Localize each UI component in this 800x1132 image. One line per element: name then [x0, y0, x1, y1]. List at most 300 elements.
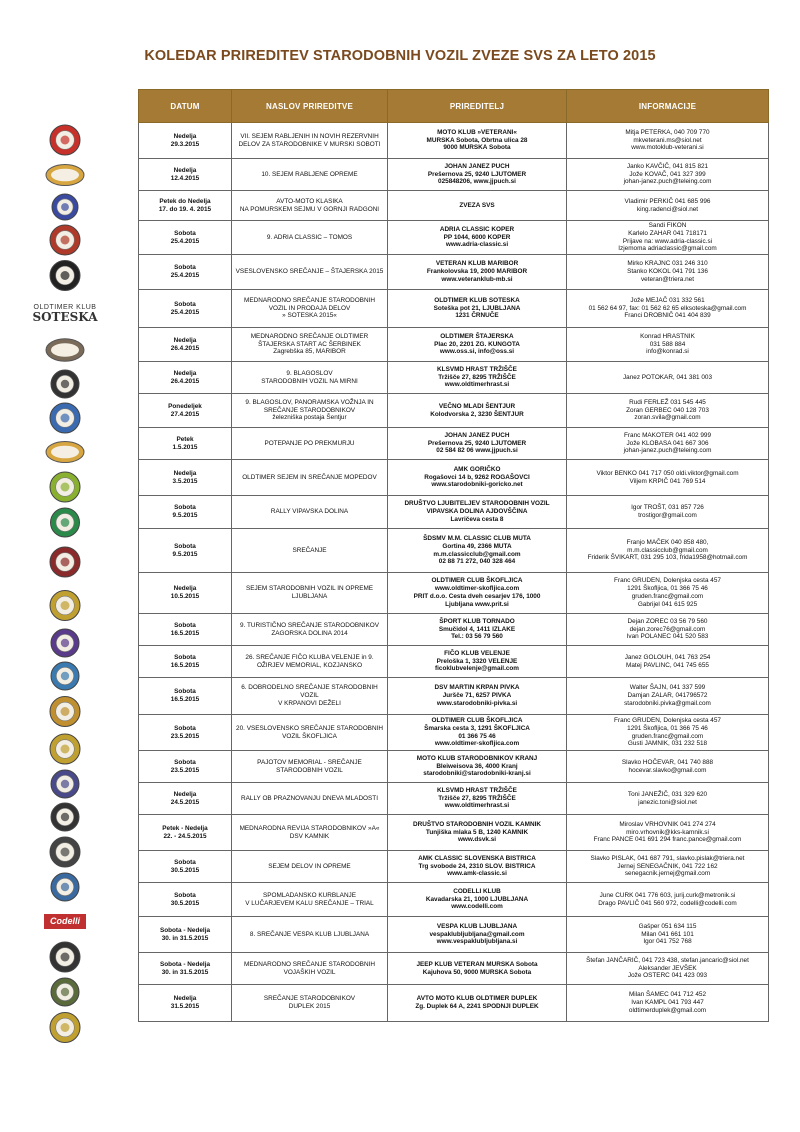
adria-classic-logo-icon [30, 223, 100, 257]
info-cell-line: Franc MAKOTER 041 402 999 [623, 431, 712, 439]
info-cell-line: Konrad HRASTNIK [640, 332, 695, 340]
info-cell-line: Friderik ŠVIKART, 031 295 103, frida1958@hotmail.com [587, 554, 748, 562]
mm-classic-club-muta-logo-icon [30, 540, 100, 584]
info-cell [567, 221, 769, 255]
klsvmd-hrast-logo-icon [30, 801, 100, 833]
info-cell-line: zoran.svila@gmail.com [634, 414, 701, 422]
event-date-cell [139, 362, 232, 394]
event-date-cell [139, 123, 232, 159]
event-date-cell-line: 9.5.2015 [172, 550, 198, 558]
event-title-cell-line: STARODOBNIH VOZIL [276, 766, 343, 774]
event-title-cell-line: VOZIL [300, 692, 319, 700]
event-title-cell-line: SREČANJE STARODOBNIKOV [263, 995, 356, 1003]
amk-classic-bistrica-logo-icon-emblem [45, 872, 85, 902]
organizer-cell-line: AMK GORIČKO [453, 465, 501, 473]
info-cell [567, 783, 769, 815]
event-date-cell-line: Petek - Nedelja [162, 824, 208, 832]
organizer-cell-line: www.adria-classic.si [445, 241, 509, 249]
table-row [139, 751, 769, 783]
johan-janez-puch-logo-icon-emblem [45, 160, 85, 190]
organizer-cell [388, 614, 567, 646]
organizer-cell-line: www.starodobniki-pivka.si [436, 699, 518, 707]
organizer-cell-line: ZVEZA SVS [459, 201, 495, 209]
organizer-cell-line: www.starodobniki-goricko.net [431, 481, 523, 489]
event-date-cell-line: Sobota [174, 891, 196, 899]
event-title-cell [232, 883, 388, 917]
info-cell-line: Stanko KOKOL 041 791 136 [627, 268, 708, 276]
vespa-klub-ljubljana-logo-icon [30, 939, 100, 975]
fico-klub-velenje-logo-icon [30, 660, 100, 692]
info-cell-line: trostigor@gmail.com [638, 512, 697, 519]
event-title-cell-line: MEDNARODNO SREČANJE OLDTIMER [250, 332, 369, 340]
table-row [139, 159, 769, 191]
event-date-cell-line: 30.5.2015 [170, 899, 200, 907]
organizer-cell-line: Bleiweisova 36, 4000 Kranj [436, 762, 518, 770]
event-date-cell-line: Sobota [174, 621, 196, 629]
event-title-cell-line: MEDNARODNO SREČANJE STARODOBNIH [244, 296, 375, 304]
header-event: NASLOV PRIREDITVE [232, 90, 388, 123]
table-row [139, 985, 769, 1022]
info-cell-line: johan-janez.puch@teleing.com [623, 178, 712, 186]
event-title-cell-line: SEJEM DELOV IN OPREME [268, 862, 351, 870]
event-date-cell-line: 16.5.2015 [170, 629, 200, 637]
organizer-cell-line: VIPAVSKA DOLINA AJDOVŠČINA [426, 508, 528, 516]
event-date-cell-line: Sobota [174, 264, 196, 272]
event-date-cell [139, 573, 232, 614]
oldtimer-stajerska-logo-icon-emblem [45, 334, 85, 366]
event-title-cell-line: VOZIL IN PRODAJA DELOV [268, 304, 351, 312]
codelli-klub-logo-icon [30, 904, 100, 938]
vipavska-dolina-logo-icon-emblem [45, 507, 85, 538]
organizer-cell-line: OLDTIMER ŠTAJERSKA [440, 332, 514, 340]
oldtimer-club-skofljica-logo-icon-emblem [45, 586, 85, 625]
oldtimer-club-skofljica-logo-icon [30, 731, 100, 767]
info-cell [567, 678, 769, 715]
info-cell-line: Jože MEJAČ 031 332 561 [630, 296, 705, 304]
event-date-cell-line: 16.5.2015 [170, 661, 200, 669]
table-row [139, 573, 769, 614]
info-cell [567, 573, 769, 614]
event-date-cell [139, 678, 232, 715]
table-row [139, 851, 769, 883]
event-title-cell-line: 10. SEJEM RABLJENE OPREME [261, 170, 358, 178]
event-date-cell-line: 30. in 31.5.2015 [161, 934, 209, 942]
table-row [139, 715, 769, 751]
info-cell-line: king.radenci@siol.net [636, 205, 699, 213]
event-title-cell-line: SEJEM STARODOBNIH VOZIL IN OPREME [245, 585, 374, 593]
dsv-kamnik-logo-icon-emblem [45, 835, 85, 869]
info-cell-line: veteran@triera.net [640, 275, 695, 283]
page-title: KOLEDAR PRIREDITEV STARODOBNIH VOZIL ZVEZE SVS ZA LETO 2015 [144, 48, 656, 64]
event-title-cell-line: DELOV ZA STARODOBNIKE V MURSKI SOBOTI [238, 140, 381, 148]
event-title-cell-line: VII. SEJEM RABLJENIH IN NOVIH REZERVNIH [240, 132, 379, 140]
organizer-cell [388, 715, 567, 751]
info-cell-line: Gusti JAMNIK, 031 232 518 [627, 740, 708, 748]
adria-classic-logo-icon-emblem [45, 224, 85, 256]
info-cell-line: Jože KLOBASA 041 667 306 [626, 439, 709, 447]
event-date-cell [139, 255, 232, 290]
event-title-cell-line: 26. SREČANJE FIČO KLUBA VELENJE in 9. [245, 653, 374, 661]
info-cell [567, 851, 769, 883]
organizer-cell-line: JOHAN JANEZ PUCH [444, 162, 510, 170]
info-cell-line: Dejan ZOREC 03 56 79 560 [627, 617, 708, 625]
info-cell-line: Zoran GERBEC 040 128 703 [626, 406, 709, 414]
event-date-cell-line: Sobota [174, 724, 196, 732]
info-cell-line: Milan 041 661 101 [641, 930, 694, 938]
vipavska-dolina-logo-icon [30, 506, 100, 539]
event-date-cell-line: Petek do Nedelja [159, 197, 211, 205]
organizer-cell-line: Juršče 71, 6257 PIVKA [442, 692, 512, 700]
organizer-cell-line: 01 366 75 46 [458, 732, 496, 740]
moto-klub-kranj-logo-icon [30, 768, 100, 800]
info-cell-line: Damjan ZALAR, 041796572 [627, 692, 708, 700]
organizer-cell-line: Zg. Duplek 64 A, 2241 SPODNJI DUPLEK [415, 1003, 539, 1010]
info-cell-line: hocevar.slavko@gmail.com [628, 766, 707, 774]
info-cell-line: m.m.classicclub@gmail.com [627, 546, 708, 554]
event-date-cell [139, 917, 232, 953]
info-cell-line: Ivan POLANEC 041 520 583 [626, 633, 709, 641]
event-date-cell-line: Sobota [174, 229, 196, 237]
organizer-cell-line: OLDTIMER CLUB ŠKOFLJICA [431, 577, 523, 585]
event-title-cell-line: 9. BLAGOSLOV [286, 369, 333, 377]
info-cell [567, 255, 769, 290]
event-date-cell-line: 26.4.2015 [170, 344, 200, 352]
amk-goricko-logo-icon [30, 469, 100, 505]
event-title-cell [232, 460, 388, 496]
organizer-cell-line: OLDTIMER CLUB ŠKOFLJICA [431, 716, 523, 724]
event-title-cell [232, 985, 388, 1022]
organizer-cell [388, 573, 567, 614]
info-cell-line: Viktor BENKO 041 717 050 oldi.viktor@gmail.com [596, 469, 739, 477]
organizer-cell-line: MOTO KLUB »VETERANI« [437, 128, 517, 136]
organizer-cell-line: MOTO KLUB STARODOBNIKOV KRANJ [416, 754, 538, 762]
info-cell [567, 362, 769, 394]
info-cell-line: oldtimerduplek@gmail.com [628, 1006, 707, 1014]
info-cell [567, 394, 769, 428]
event-date-cell-line: 25.4.2015 [170, 308, 200, 316]
event-title-cell-line: Zagrebška 85, MARIBOR [273, 348, 346, 356]
jeep-klub-veteran-logo-icon [30, 976, 100, 1008]
info-cell-line: 031 588 884 [649, 340, 686, 348]
organizer-cell-line: Kolodvorska 2, 3230 ŠENTJUR [430, 410, 524, 418]
organizer-cell [388, 290, 567, 328]
organizer-cell-line: 9000 MURSKA Sobota [443, 144, 511, 152]
organizer-cell [388, 751, 567, 783]
info-cell-line: Matej PAVLINC, 041 745 655 [626, 661, 709, 669]
info-cell [567, 614, 769, 646]
fico-klub-velenje-logo-icon-emblem [45, 661, 85, 691]
info-cell-line: Drago PAVLIČ 041 560 972, codelli@codelli.com [598, 899, 737, 907]
info-cell [567, 715, 769, 751]
info-cell-line: Slavko PISLAK, 041 687 791, slavko.pislak@triera.net [590, 854, 745, 862]
table-header-row [139, 90, 769, 123]
klsvmd-hrast-logo-icon [30, 368, 100, 400]
organizer-cell-line: DRUŠTVO LJUBITELJEV STARODOBNIH VOZIL [404, 500, 550, 508]
info-cell-line: 1291 Škofljica, 01 366 75 46 [627, 724, 708, 732]
organizer-cell-line: KLSVMD HRAST TRŽIŠČE [437, 365, 517, 373]
sport-klub-tornado-logo-icon [30, 627, 100, 659]
event-date-cell-line: 17. do 19. 4. 2015 [158, 205, 212, 213]
event-title-cell-line: DSV KAMNIK [289, 832, 330, 840]
organizer-cell-line: 02 88 71 272, 040 328 464 [438, 558, 516, 566]
organizer-cell-line: ficoklubvelenje@gmail.com [434, 665, 519, 673]
event-date-cell-line: 12.4.2015 [170, 174, 200, 182]
event-title-cell-line: 9. TURISTIČNO SREČANJE STARODOBNIKOV [240, 621, 379, 629]
organizer-cell [388, 678, 567, 715]
vespa-klub-ljubljana-logo-icon-emblem [45, 940, 85, 974]
organizer-cell-line: MURSKA Sobota, Obrtna ulica 28 [426, 136, 528, 144]
info-cell [567, 529, 769, 573]
header-organizer: PRIREDITELJ [388, 90, 567, 123]
table-row [139, 428, 769, 460]
organizer-cell-line: ŠPORT KLUB TORNADO [439, 617, 515, 625]
event-title-cell [232, 159, 388, 191]
event-date-cell-line: 22. - 24.5.2015 [163, 832, 207, 840]
organizer-cell-line: 025848206, www.jjpuch.si [438, 178, 516, 186]
event-title-cell [232, 394, 388, 428]
organizer-cell-line: CODELLI KLUB [453, 887, 501, 895]
organizer-cell-line: www.oldtimer-skofljica.com [434, 740, 520, 748]
event-title-cell-line: MEDNARODNA REVIJA STARODOBNIKOV »A« [239, 824, 380, 832]
table-row [139, 678, 769, 715]
organizer-cell-line: DSV MARTIN KRPAN PIVKA [434, 684, 520, 692]
johan-janez-puch-logo-icon [30, 436, 100, 468]
info-cell-line: dejan.zorec76@gmail.com [629, 625, 706, 633]
event-date-cell-line: 27.4.2015 [170, 410, 200, 418]
event-date-cell-line: Sobota [174, 758, 196, 766]
moto-klub-veterani-logo-icon-emblem [45, 123, 85, 157]
organizer-cell-line: www.oldtimerhrast.si [444, 381, 510, 389]
event-date-cell [139, 815, 232, 851]
info-cell-line: starodobniki.pivka@gmail.com [624, 699, 711, 707]
table-row [139, 496, 769, 529]
event-title-cell-line: RALLY VIPAVSKA DOLINA [270, 508, 349, 516]
event-date-cell-line: 23.5.2015 [170, 732, 200, 740]
organizer-cell [388, 851, 567, 883]
events-calendar-table [138, 89, 769, 1022]
organizer-cell-line: Ljubljana www.prit.si [445, 600, 509, 608]
moto-klub-kranj-logo-icon-emblem [45, 769, 85, 799]
info-cell-line: johan-janez.puch@teleing.com [623, 447, 712, 455]
event-date-cell-line: 9.5.2015 [172, 512, 198, 519]
organizer-cell [388, 815, 567, 851]
info-cell-line: Milan ŠAMEC 041 712 452 [628, 991, 707, 999]
table-row [139, 328, 769, 362]
organizer-cell-line: Tunjiška mlaka 5 B, 1240 KAMNIK [425, 828, 529, 836]
organizer-cell [388, 255, 567, 290]
info-cell-line: janezic.toni@siol.net [638, 798, 697, 806]
table-row [139, 290, 769, 328]
event-title-cell [232, 529, 388, 573]
event-date-cell-line: 3.5.2015 [172, 477, 198, 485]
table-row [139, 646, 769, 678]
event-title-cell-line: VOZIL ŠKOFLJICA [282, 732, 337, 740]
info-cell-line: Mirko KRAJNC 031 246 310 [627, 260, 708, 268]
organizer-cell-line: Trg svobode 24, 2310 SLOV. BISTRICA [418, 862, 536, 870]
event-title-cell [232, 362, 388, 394]
organizer-cell-line: Smučidol 4, 1411 IZLAKE [438, 625, 516, 633]
event-title-cell [232, 573, 388, 614]
event-date-cell [139, 159, 232, 191]
info-cell-line: Izjemoma adriaclassic@gmail.com [618, 245, 717, 253]
event-date-cell-line: 30. in 31.5.2015 [161, 968, 209, 976]
organizer-cell-line: Tržišče 27, 8295 TRŽIŠČE [438, 373, 516, 381]
table-row [139, 255, 769, 290]
info-cell-line: Rudi FERLEŽ 031 545 445 [629, 398, 706, 406]
info-cell-line: Janez POTOKAR, 041 381 003 [622, 373, 713, 381]
info-cell [567, 496, 769, 529]
organizer-cell-line: Šmarska cesta 3, 1291 ŠKOFLJICA [424, 724, 530, 732]
organizer-cell-line: FIČO KLUB VELENJE [444, 649, 510, 657]
organizer-cell-line: Soteška pot 21, LJUBLJANA [433, 304, 521, 312]
table-row [139, 917, 769, 953]
table-row [139, 362, 769, 394]
organizer-cell-line: AMK CLASSIC SLOVENSKA BISTRICA [418, 854, 536, 862]
event-title-cell [232, 715, 388, 751]
event-date-cell-line: Nedelja [173, 469, 197, 477]
event-date-cell-line: Petek [176, 435, 194, 443]
event-date-cell [139, 751, 232, 783]
event-title-cell-line: ŠTAJERSKA START AC ŠERBINEK [258, 340, 361, 348]
info-cell [567, 460, 769, 496]
organizer-cell [388, 953, 567, 985]
info-cell [567, 646, 769, 678]
organizer-cell [388, 221, 567, 255]
organizer-cell-line: JEEP KLUB VETERAN MURSKA Sobota [416, 960, 538, 968]
event-title-cell [232, 678, 388, 715]
info-cell-line: info@konrad.si [646, 348, 689, 356]
info-cell-line: Walter ŠAJN, 041 337 599 [629, 684, 706, 692]
info-cell-line: Janez GOLOUH, 041 763 254 [624, 653, 711, 661]
organizer-cell [388, 123, 567, 159]
event-date-cell-line: Nedelja [173, 132, 197, 140]
event-date-cell [139, 614, 232, 646]
organizer-cell-line: VESPA KLUB LJUBLJANA [436, 922, 518, 930]
table-row [139, 221, 769, 255]
organizer-cell-line: Prešernova 25, 9240 LJUTOMER [427, 170, 527, 178]
info-cell [567, 751, 769, 783]
amk-oldtimer-duplek-logo-icon [30, 1009, 100, 1046]
event-date-cell-line: Nedelja [173, 336, 197, 344]
event-title-cell-line: NA POMURSKEM SEJMU V GORNJI RADGONI [239, 205, 380, 213]
event-title-cell-line: železniška postaja Šentjur [272, 414, 347, 422]
info-cell-line: Slavko HOČEVAR, 041 740 888 [621, 758, 714, 766]
organizer-cell-line: KLSVMD HRAST TRŽIŠČE [437, 786, 517, 794]
event-date-cell-line: Ponedeljek [168, 402, 202, 410]
event-date-cell [139, 290, 232, 328]
event-title-cell [232, 783, 388, 815]
oldtimer-club-skofljica-logo-icon [30, 585, 100, 626]
event-title-cell-line: SREČANJE [292, 546, 327, 554]
info-cell-line: Gabrijel 041 615 925 [637, 600, 698, 608]
event-date-cell [139, 715, 232, 751]
event-title-cell [232, 646, 388, 678]
organizer-cell-line: 1231 ČRNUČE [455, 312, 499, 320]
zveza-svs-logo-icon-emblem [45, 193, 85, 221]
organizer-cell [388, 191, 567, 221]
organizer-cell-line: www.oss.si, info@oss.si [439, 348, 515, 356]
table-row [139, 783, 769, 815]
event-title-cell-line: 8. SREČANJE VESPA KLUB LJUBLJANA [249, 930, 370, 938]
event-title-cell-line: 9. BLAGOSLOV, PANORAMSKA VOŽNJA IN [245, 398, 374, 406]
event-date-cell-line: Nedelja [173, 369, 197, 377]
vecno-mladi-sentjur-logo-icon [30, 401, 100, 435]
logo-text: Codelli [44, 914, 86, 929]
organizer-cell-line: AVTO MOTO KLUB OLDTIMER DUPLEK [416, 995, 538, 1003]
info-cell-line: 1291 Škofljica, 01 366 75 46 [627, 585, 708, 593]
johan-janez-puch-logo-icon-emblem [45, 437, 85, 467]
event-date-cell-line: 26.4.2015 [170, 377, 200, 385]
table-row [139, 953, 769, 985]
table-row [139, 614, 769, 646]
event-title-cell-line: VOJAŠKIH VOZIL [283, 968, 336, 976]
zveza-svs-logo-icon [30, 192, 100, 222]
organizer-cell [388, 328, 567, 362]
event-date-cell [139, 496, 232, 529]
info-cell [567, 985, 769, 1022]
info-cell-line: Ivan KAMPL 041 793 447 [631, 999, 704, 1007]
event-title-cell-line: 20. VSESLOVENSKO SREČANJE STARODOBNIH [236, 724, 383, 732]
event-title-cell-line: DUPLEK 2015 [288, 1003, 331, 1010]
organizer-cell-line: ŠDSMV M.M. CLASSIC CLUB MUTA [423, 534, 531, 542]
info-cell-line: 01 562 64 97, fax: 01 562 62 65 elksoteska@gmail.com [588, 304, 747, 312]
organizer-cell-line: www.dsvk.si [457, 836, 497, 844]
organizer-cell-line: PRIT d.o.o. Cesta dveh cesarjev 176, 1000 [413, 593, 541, 600]
header-info: INFORMACIJE [567, 90, 769, 123]
table-row [139, 123, 769, 159]
event-title-cell-line: OŽIRJEV MEMORIAL, KOZJANSKO [256, 661, 363, 669]
event-date-cell-line: 1.5.2015 [172, 443, 198, 451]
event-title-cell-line: » SOTESKA 2015« [282, 312, 337, 320]
event-date-cell [139, 221, 232, 255]
info-cell-line: gruden.franc@gmail.com [631, 732, 704, 740]
event-date-cell-line: Nedelja [173, 585, 197, 593]
event-title-cell-line: RALLY OB PRAZNOVANJU DNEVA MLADOSTI [241, 794, 378, 802]
info-cell-line: Mitja PETERKA, 040 709 770 [625, 128, 710, 136]
event-title-cell [232, 328, 388, 362]
info-cell-line: Sandi FIKON [648, 221, 687, 229]
info-cell-line: www.motoklub-veterani.si [631, 144, 704, 152]
info-cell-line: Miroslav VRHOVNIK 041 274 274 [619, 820, 716, 828]
table-row [139, 529, 769, 573]
info-cell-line: Franc GRUDEN, Dolenjska cesta 457 [614, 577, 721, 585]
amk-classic-bistrica-logo-icon [30, 871, 100, 903]
logo-text: OLDTIMER KLUB [33, 303, 97, 311]
organizer-cell-line: Kavadarska 21, 1000 LJUBLJANA [425, 895, 529, 903]
event-title-cell [232, 221, 388, 255]
organizer-cell [388, 783, 567, 815]
amk-oldtimer-duplek-logo-icon-emblem [45, 1010, 85, 1045]
table-row [139, 191, 769, 221]
event-title-cell [232, 496, 388, 529]
event-date-cell-line: 10.5.2015 [170, 593, 200, 600]
organizer-cell-line: PP 1044, 6000 KOPER [443, 233, 511, 241]
organizer-cell-line: m.m.classicclub@gmail.com [433, 550, 521, 558]
oldtimer-klub-soteska-logo-icon [30, 294, 100, 332]
organizer-cell-line: www.codelli.com [451, 903, 503, 911]
organizer-cell-line: vespaklubljubljana@gmail.com [429, 930, 525, 938]
organizer-cell-line: www.vespaklubljubljana.si [436, 938, 518, 946]
event-title-cell [232, 751, 388, 783]
event-date-cell-line: 16.5.2015 [170, 696, 200, 703]
organizer-cell-line: Frankolovska 19, 2000 MARIBOR [426, 268, 528, 276]
organizer-cell-line: Tržišče 27, 8295 TRŽIŠČE [438, 794, 516, 802]
info-cell-line: Jože KOVAČ, 041 327 399 [629, 170, 706, 178]
event-date-cell-line: 31.5.2015 [170, 1003, 200, 1010]
organizer-cell-line: OLDTIMER KLUB SOTESKA [434, 296, 520, 304]
organizer-cell-line: www.oldtimerhrast.si [444, 802, 510, 810]
event-date-cell-line: Sobota [174, 858, 196, 866]
